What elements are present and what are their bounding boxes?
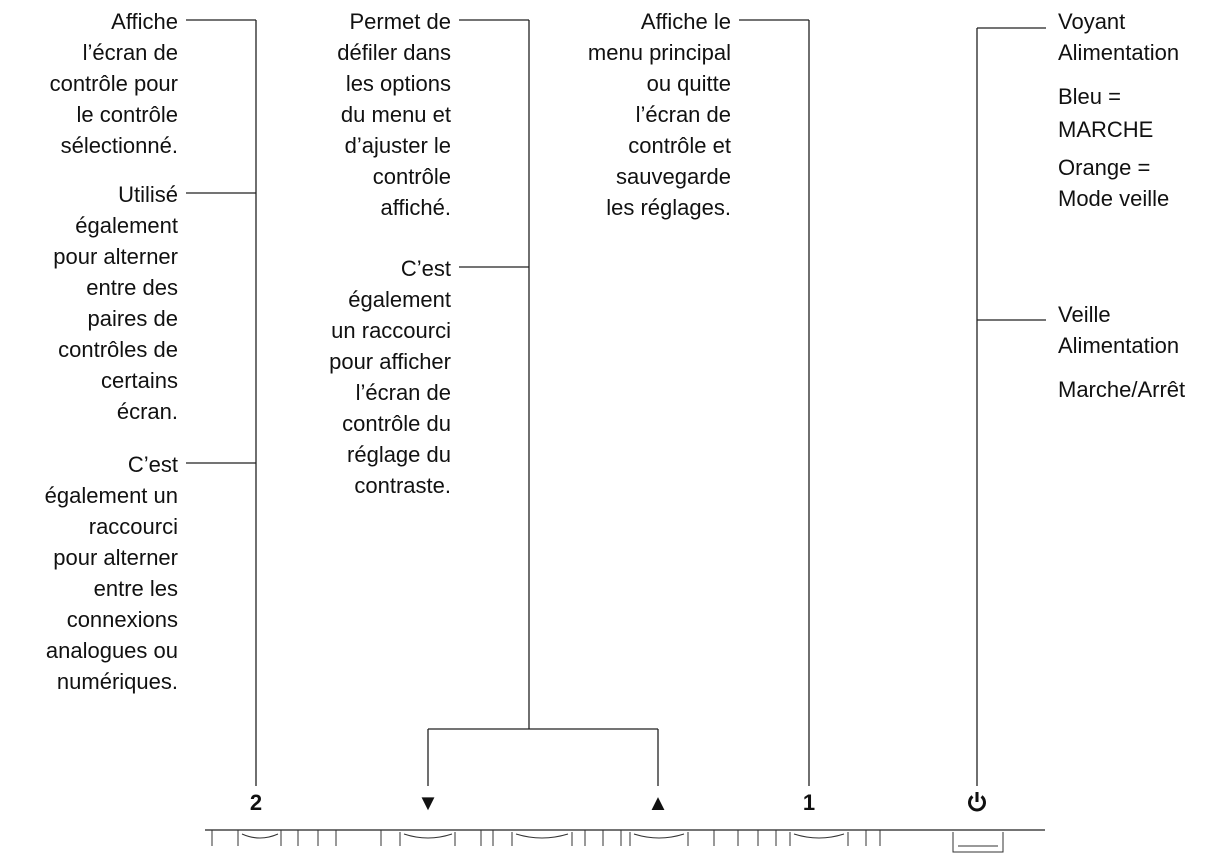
callout-power-standby: Veille Alimentation [1058, 302, 1180, 358]
callout-power-orange: Orange = Mode veille [1058, 155, 1170, 211]
button-down-cap [400, 832, 455, 846]
power-icon [957, 790, 997, 820]
down-arrow-icon: ▼ [417, 790, 439, 815]
button-2-cap [238, 832, 281, 846]
button-up-cap [630, 832, 688, 846]
callout-arrows-shortcut: C’est également un raccourci pour afficher l’écran de contrôle du réglage du contraste. [329, 256, 451, 498]
callout-button-2-secondary: Utilisé également pour alterner entre des paires de contrôles de certains écran. [53, 182, 178, 424]
button-2-label: 2 [249, 790, 263, 815]
bezel-buttons [212, 830, 1003, 852]
callout-button-2-shortcut: C’est également un raccourci pour alterner entre les connexions analogues ou numériques. [44, 452, 178, 694]
callout-power-onoff: Marche/Arrêt [1058, 377, 1186, 402]
button-1-label: 1 [802, 790, 816, 815]
callout-button-2-primary: Affiche l’écran de contrôle pour le contrôle sélectionné. [49, 9, 178, 158]
button-1-cap [790, 832, 848, 846]
up-arrow-icon: ▲ [647, 790, 669, 815]
callout-power-indicator: Voyant Alimentation [1058, 9, 1180, 65]
button-power-cap [953, 832, 1003, 852]
button-middle-cap [512, 832, 572, 846]
callout-button-1-primary: Affiche le menu principal ou quitte l’écran de contrôle et sauvegarde les réglages. [587, 9, 731, 220]
power-icon-glyph [965, 790, 989, 814]
callout-power-blue: Bleu = MARCHE [1058, 84, 1154, 142]
callout-arrows-primary: Permet de défiler dans les options du menu et d’ajuster le contrôle affiché. [337, 9, 451, 220]
